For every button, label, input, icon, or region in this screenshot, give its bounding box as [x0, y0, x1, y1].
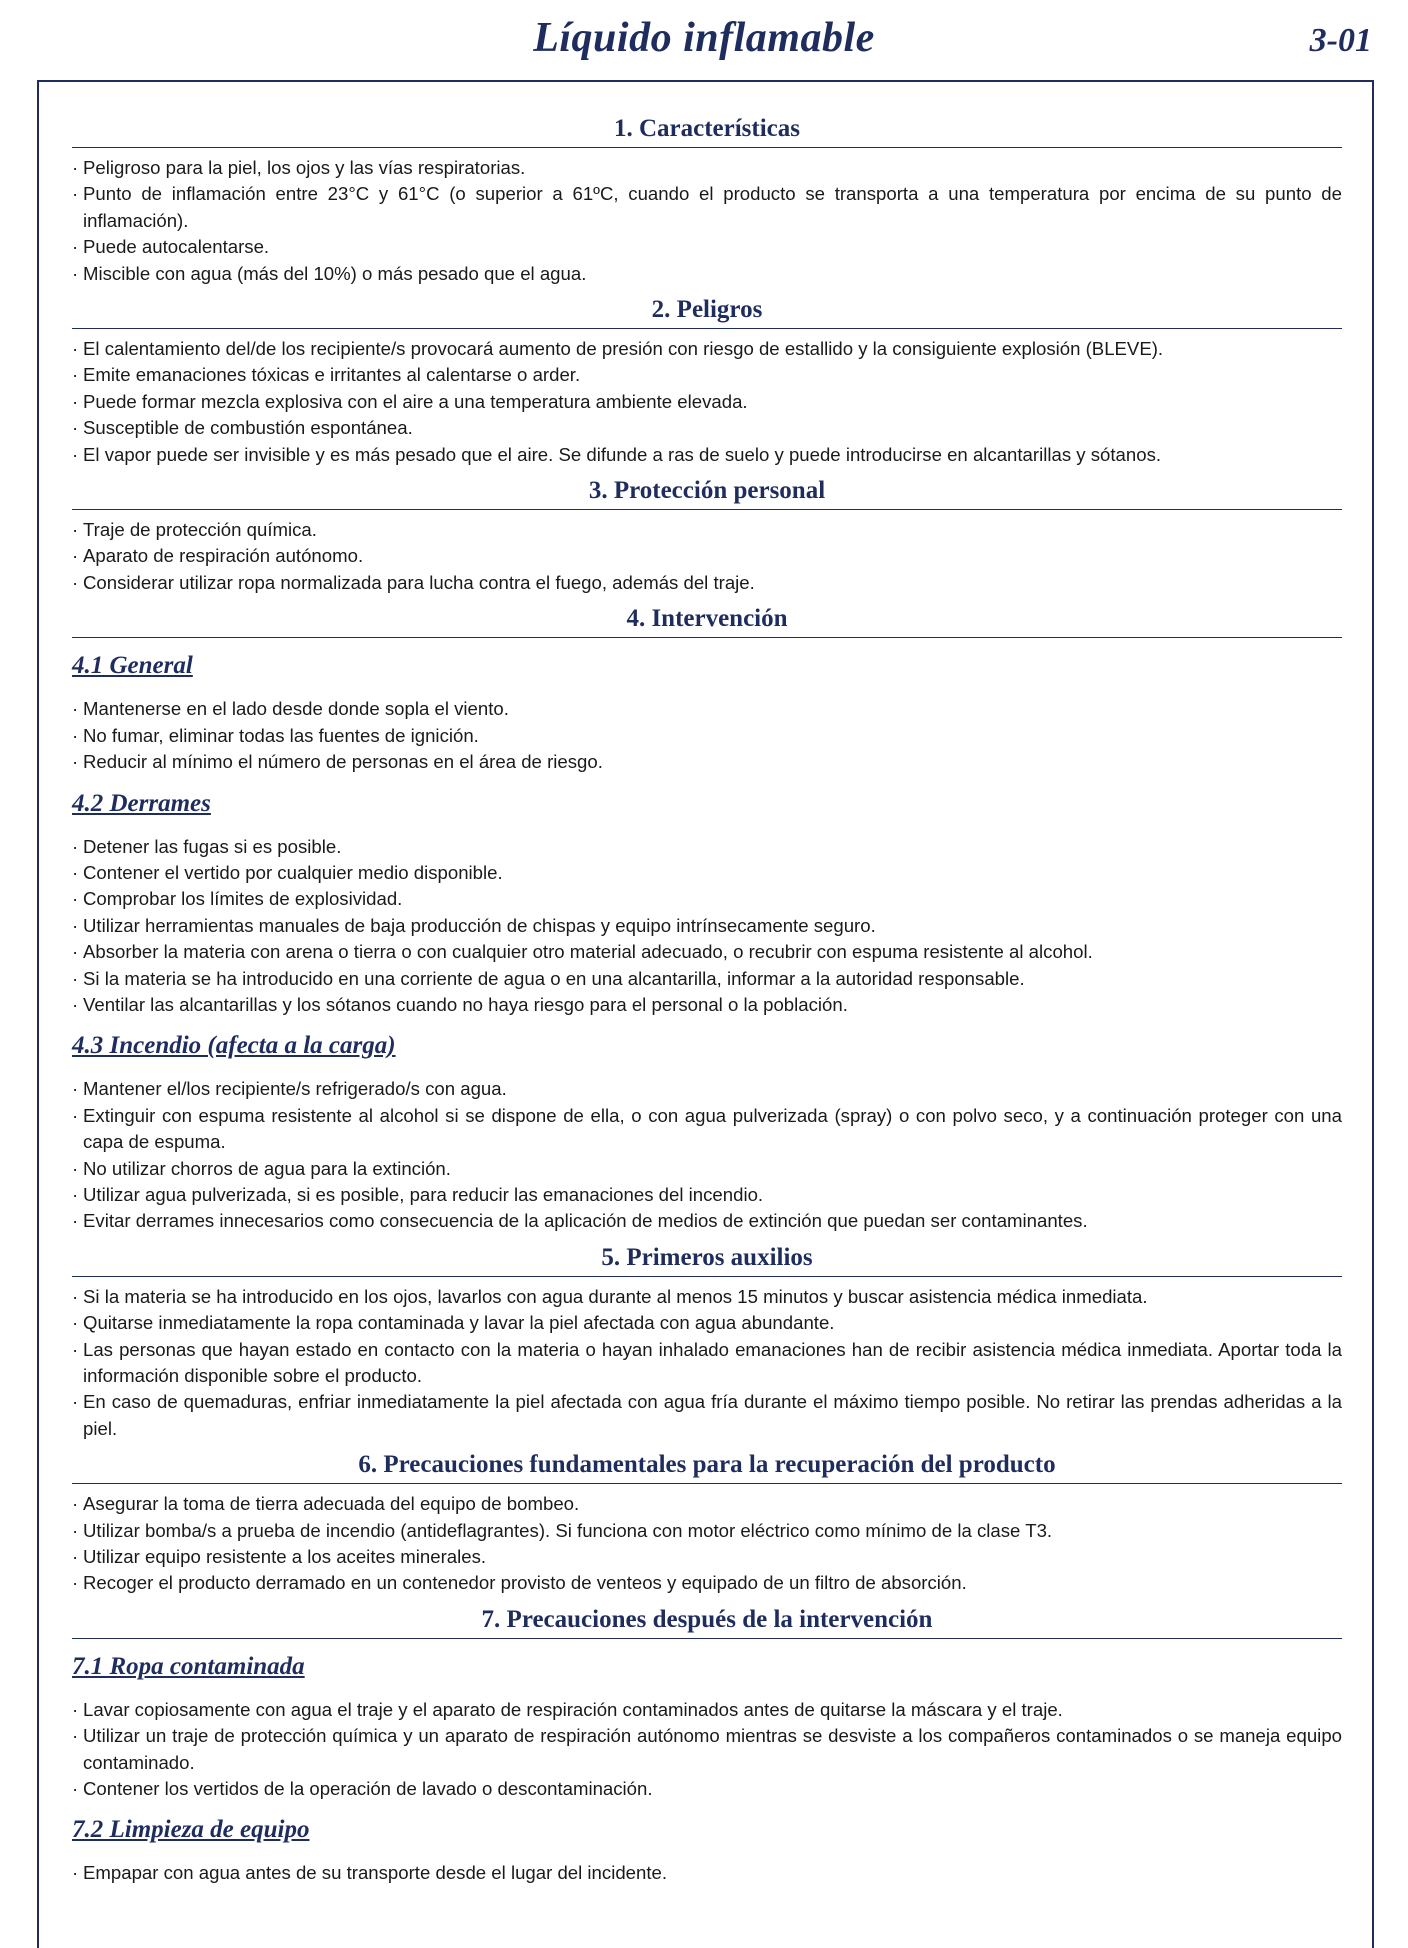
list-item: · Comprobar los límites de explosividad.: [72, 886, 1342, 912]
section-title: 4. Intervención: [72, 602, 1342, 638]
list-item: · Detener las fugas si es posible.: [72, 834, 1342, 860]
list-item: · Absorber la materia con arena o tierra o con cualquier otro material adecuado, o recubrir con espuma resistente al alcohol.: [72, 939, 1342, 965]
list-item: · El calentamiento del/de los recipiente/s provocará aumento de presión con riesgo de estallido y la consiguiente explosión (BLEVE).: [72, 336, 1342, 362]
list-item: · Asegurar la toma de tierra adecuada del equipo de bombeo.: [72, 1491, 1342, 1517]
list-item: · Considerar utilizar ropa normalizada para lucha contra el fuego, además del traje.: [72, 570, 1342, 596]
list-item: · Si la materia se ha introducido en una corriente de agua o en una alcantarilla, informar a la autoridad responsable.: [72, 966, 1342, 992]
bullet-list: [72, 155, 1342, 287]
section: [72, 602, 1342, 1235]
document-body: [72, 112, 1342, 1893]
section: [72, 112, 1342, 287]
page-title: Líquido inflamable: [533, 15, 875, 61]
list-item: · Mantener el/los recipiente/s refrigerado/s con agua.: [72, 1076, 1342, 1102]
list-item: · Recoger el producto derramado en un contenedor provisto de venteos y equipado de un filtro de absorción.: [72, 1570, 1342, 1596]
list-item: · Puede autocalentarse.: [72, 234, 1342, 260]
subsection-title: 7.1 Ropa contaminada: [72, 1652, 305, 1680]
list-item: · Utilizar agua pulverizada, si es posible, para reducir las emanaciones del incendio.: [72, 1182, 1342, 1208]
subsection-title: 4.1 General: [72, 652, 193, 680]
page-code: 3-01: [1309, 22, 1372, 59]
section: [72, 1603, 1342, 1887]
bullet-list: [72, 517, 1342, 596]
section-title: 2. Peligros: [72, 293, 1342, 329]
subsection-title: 4.3 Incendio (afecta a la carga): [72, 1032, 396, 1060]
list-item: · Traje de protección química.: [72, 517, 1342, 543]
list-item: · El vapor puede ser invisible y es más pesado que el aire. Se difunde a ras de suelo y puede introducirse en alcantarillas y sótanos.: [72, 442, 1342, 468]
bullet-list: [72, 696, 1342, 775]
bullet-list: [72, 1284, 1342, 1442]
bullet-list: [72, 1076, 1342, 1234]
bullet-list: [72, 1860, 1342, 1886]
section: [72, 474, 1342, 596]
list-item: · Quitarse inmediatamente la ropa contaminada y lavar la piel afectada con agua abundante.: [72, 1310, 1342, 1336]
list-item: · Puede formar mezcla explosiva con el aire a una temperatura ambiente elevada.: [72, 389, 1342, 415]
list-item: · Susceptible de combustión espontánea.: [72, 415, 1342, 441]
section-title: 3. Protección personal: [72, 474, 1342, 510]
bullet-list: [72, 1491, 1342, 1597]
list-item: · Las personas que hayan estado en contacto con la materia o hayan inhalado emanaciones han de recibir asistencia médica inmediata. Aportar toda la información disponible sobre el producto.: [72, 1337, 1342, 1390]
list-item: · Empapar con agua antes de su transporte desde el lugar del incidente.: [72, 1860, 1342, 1886]
list-item: · Utilizar herramientas manuales de baja producción de chispas y equipo intrínsecamente seguro.: [72, 913, 1342, 939]
section-title: 1. Características: [72, 112, 1342, 148]
list-item: · Utilizar un traje de protección química y un aparato de respiración autónomo mientras se desviste a los compañeros contaminados o se maneja equipo contaminado.: [72, 1723, 1342, 1776]
list-item: · No utilizar chorros de agua para la extinción.: [72, 1156, 1342, 1182]
bullet-list: [72, 1697, 1342, 1803]
list-item: · Ventilar las alcantarillas y los sótanos cuando no haya riesgo para el personal o la población.: [72, 992, 1342, 1018]
list-item: · Evitar derrames innecesarios como consecuencia de la aplicación de medios de extinción que puedan ser contaminantes.: [72, 1208, 1342, 1234]
section: [72, 1448, 1342, 1597]
list-item: · Contener el vertido por cualquier medio disponible.: [72, 860, 1342, 886]
section-title: 5. Primeros auxilios: [72, 1241, 1342, 1277]
list-item: · Punto de inflamación entre 23°C y 61°C (o superior a 61ºC, cuando el producto se transporta a una temperatura por encima de su punto de inflamación).: [72, 181, 1342, 234]
subsection-title: 7.2 Limpieza de equipo: [72, 1816, 310, 1844]
list-item: · Mantenerse en el lado desde donde sopla el viento.: [72, 696, 1342, 722]
list-item: · Miscible con agua (más del 10%) o más pesado que el agua.: [72, 261, 1342, 287]
section: [72, 1241, 1342, 1442]
list-item: · Si la materia se ha introducido en los ojos, lavarlos con agua durante al menos 15 minutos y buscar asistencia médica inmediata.: [72, 1284, 1342, 1310]
list-item: · En caso de quemaduras, enfriar inmediatamente la piel afectada con agua fría durante el máximo tiempo posible. No retirar las prendas adheridas a la piel.: [72, 1389, 1342, 1442]
section: [72, 293, 1342, 468]
list-item: · Utilizar bomba/s a prueba de incendio (antideflagrantes). Si funciona con motor eléctrico como mínimo de la clase T3.: [72, 1518, 1342, 1544]
section-title: 6. Precauciones fundamentales para la recuperación del producto: [72, 1448, 1342, 1484]
list-item: · Lavar copiosamente con agua el traje y el aparato de respiración contaminados antes de quitarse la máscara y el traje.: [72, 1697, 1342, 1723]
bullet-list: [72, 336, 1342, 468]
list-item: · Emite emanaciones tóxicas e irritantes al calentarse o arder.: [72, 362, 1342, 388]
list-item: · Utilizar equipo resistente a los aceites minerales.: [72, 1544, 1342, 1570]
list-item: · Aparato de respiración autónomo.: [72, 543, 1342, 569]
list-item: · No fumar, eliminar todas las fuentes de ignición.: [72, 723, 1342, 749]
list-item: · Reducir al mínimo el número de personas en el área de riesgo.: [72, 749, 1342, 775]
list-item: · Peligroso para la piel, los ojos y las vías respiratorias.: [72, 155, 1342, 181]
list-item: · Contener los vertidos de la operación de lavado o descontaminación.: [72, 1776, 1342, 1802]
section-title: 7. Precauciones después de la intervención: [72, 1603, 1342, 1639]
list-item: · Extinguir con espuma resistente al alcohol si se dispone de ella, o con agua pulverizada (spray) o con polvo seco, y a continuación proteger con una capa de espuma.: [72, 1103, 1342, 1156]
bullet-list: [72, 834, 1342, 1019]
subsection-title: 4.2 Derrames: [72, 789, 211, 817]
